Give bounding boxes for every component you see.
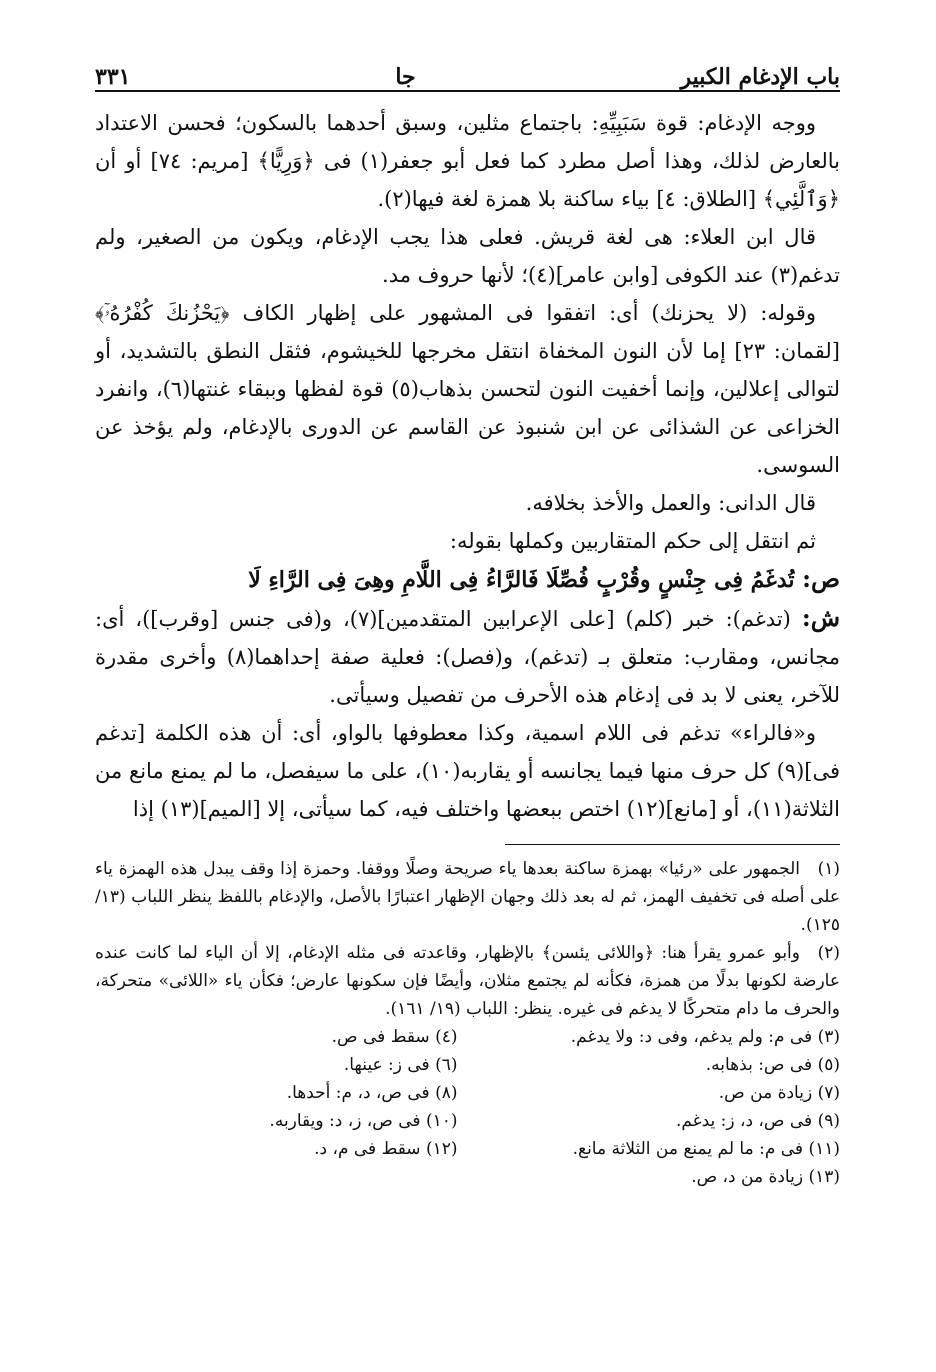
paragraph: وقوله: (لا يحزنك) أى: اتفقوا فى المشهور على إظهار الكاف ﴿يَحْزُنكَ كُفْرُهُۥٓ﴾ [لقمان: ٢٣] إما لأن النون المخفاة انتقل مخرجها للخيشوم، فثقل النطق بالتشديد، أو لتوالى إعلالين، وإنما أخفيت النون لتحسن بذهاب(٥) قوة لفظها وببقاء غنتها(٦)، وانفرد الخزاعى عن الشذائى عن ابن شنبوذ عن القاسم عن الدورى بالإدغام، ولم يؤخذ عن السوسى. [95,301,840,477]
book-page [95,52,840,1191]
page-number: ٣٣١ [95,64,131,90]
main-text [95,104,840,828]
verse-line [95,560,840,599]
footnote: (٩) فى ص، د، ز: يدغم. [675,1111,840,1131]
footnote [95,939,840,1023]
sharh-lead: ش: [801,603,840,632]
footnote-text: الجمهور على «رئيا» بهمزة ساكنة بعدها ياء صريحة وصلًا ووقفا. وحمزة إذا وقف يبدل هذه الهمزة ياء على أصله فى تخفيف الهمز، ثم له بعد ذلك وجهان الإظهار اعتبارًا بالأصل، والإدغام باللفظ ينظر اللباب (١٣/ ١٢٥). [95,859,840,935]
footnote: (٤) سقط فى ص. [331,1027,458,1047]
verse-lead: ص: [802,564,840,593]
footnote [95,855,840,939]
footnote-number: (٢) [817,943,840,963]
sharh-paragraph [95,599,840,714]
footnote: (١٠) فى ص، ز، د: ويقاربه. [269,1111,458,1131]
chapter-title: باب الإدغام الكبير [680,64,840,90]
footnote-separator [505,844,840,845]
footnote: (٥) فى ص: بذهابه. [705,1055,840,1075]
footnote: (٦) فى ز: عينها. [343,1055,458,1075]
paragraph: قال الدانى: والعمل والأخذ بخلافه. [525,491,816,515]
paragraph: ثم انتقل إلى حكم المتقاربين وكملها بقوله: [449,529,816,553]
short-footnotes [95,1023,840,1191]
volume-label: جا [395,64,416,90]
paragraph: ووجه الإدغام: قوة سَبَبِيِّهِ: باجتماع مثلين، وسبق أحدهما بالسكون؛ فحسن الاعتداد بالعارض لذلك، وهذا أصل مطرد كما فعل أبو جعفر(١) فى ﴿وَرِيًّا﴾ [مريم: ٧٤] أو أن ﴿وَٱلَّئِي﴾ [الطلاق: ٤] بياء ساكنة بلا همزة لغة فيها(٢). [95,111,841,211]
footnote [95,1163,458,1191]
footnote: (١٣) زيادة من د، ص. [691,1167,840,1187]
running-header [95,52,840,92]
footnote: (١١) فى م: ما لم يمنع من الثلاثة مانع. [572,1139,840,1159]
footnote: (٣) فى م: ولم يدغم، وفى د: ولا يدغم. [570,1027,840,1047]
footnote: (٨) فى ص، د، م: أحدها. [286,1083,458,1103]
footnote-number: (١) [817,859,840,879]
footnote: (٧) زيادة من ص. [718,1083,840,1103]
sharh-text: (تدغم): خبر (كلم) [على الإعرابين المتقدمين](٧)، و(فى جنس [وقرب])، أى: مجانس، ومقارب: متعلق بـ (تدغم)، و(فصل): فعلية صفة إحداهما(٨) وأخرى مقدرة للآخر، يعنى لا بد فى إدغام هذه الأحرف من تفصيل وسيأتى. [95,607,841,707]
footnote-text: وأبو عمرو يقرأ هنا: ﴿واللائى يئسن﴾ بالإظهار، وقاعدته فى مثله الإدغام، إلا أن الياء لما كانت عنده عارضة لكونها بدلًا من همزة، فكأنه لم يجتمع مثلان، وأيضًا فإن سكونها عارض؛ فكأن ياء «اللائى» متحركة، والحرف ما دام متحركًا لا يدغم فى غيره. ينظر: اللباب (١٩/ ١٦١). [95,943,840,1019]
paragraph: و«فالراء» تدغم فى اللام اسمية، وكذا معطوفها بالواو، أى: أن هذه الكلمة [تدغم فى](٩) كل حرف منها فيما يجانسه أو يقاربه(١٠)، على ما سيفصل، ما لم يمنع مانع من الثلاثة(١١)، أو [مانع](١٢) اختص ببعضها واختلف فيه، كما سيأتى، إلا [الميم](١٣) إذا [95,721,840,821]
verse-text: تُدغَمُ فِى جِنْسٍ وقُرْبٍ فُصِّلَا فَالرَّاءُ فِى اللَّامِ وهِىَ فِى الرَّاءِ لَا [248,567,795,593]
paragraph: قال ابن العلاء: هى لغة قريش. فعلى هذا يجب الإدغام، ويكون من الصغير، ولم تدغم(٣) عند الكوفى [وابن عامر](٤)؛ لأنها حروف مد. [95,225,840,287]
footnote: (١٢) سقط فى م، د. [314,1139,458,1159]
footnotes [95,855,840,1191]
